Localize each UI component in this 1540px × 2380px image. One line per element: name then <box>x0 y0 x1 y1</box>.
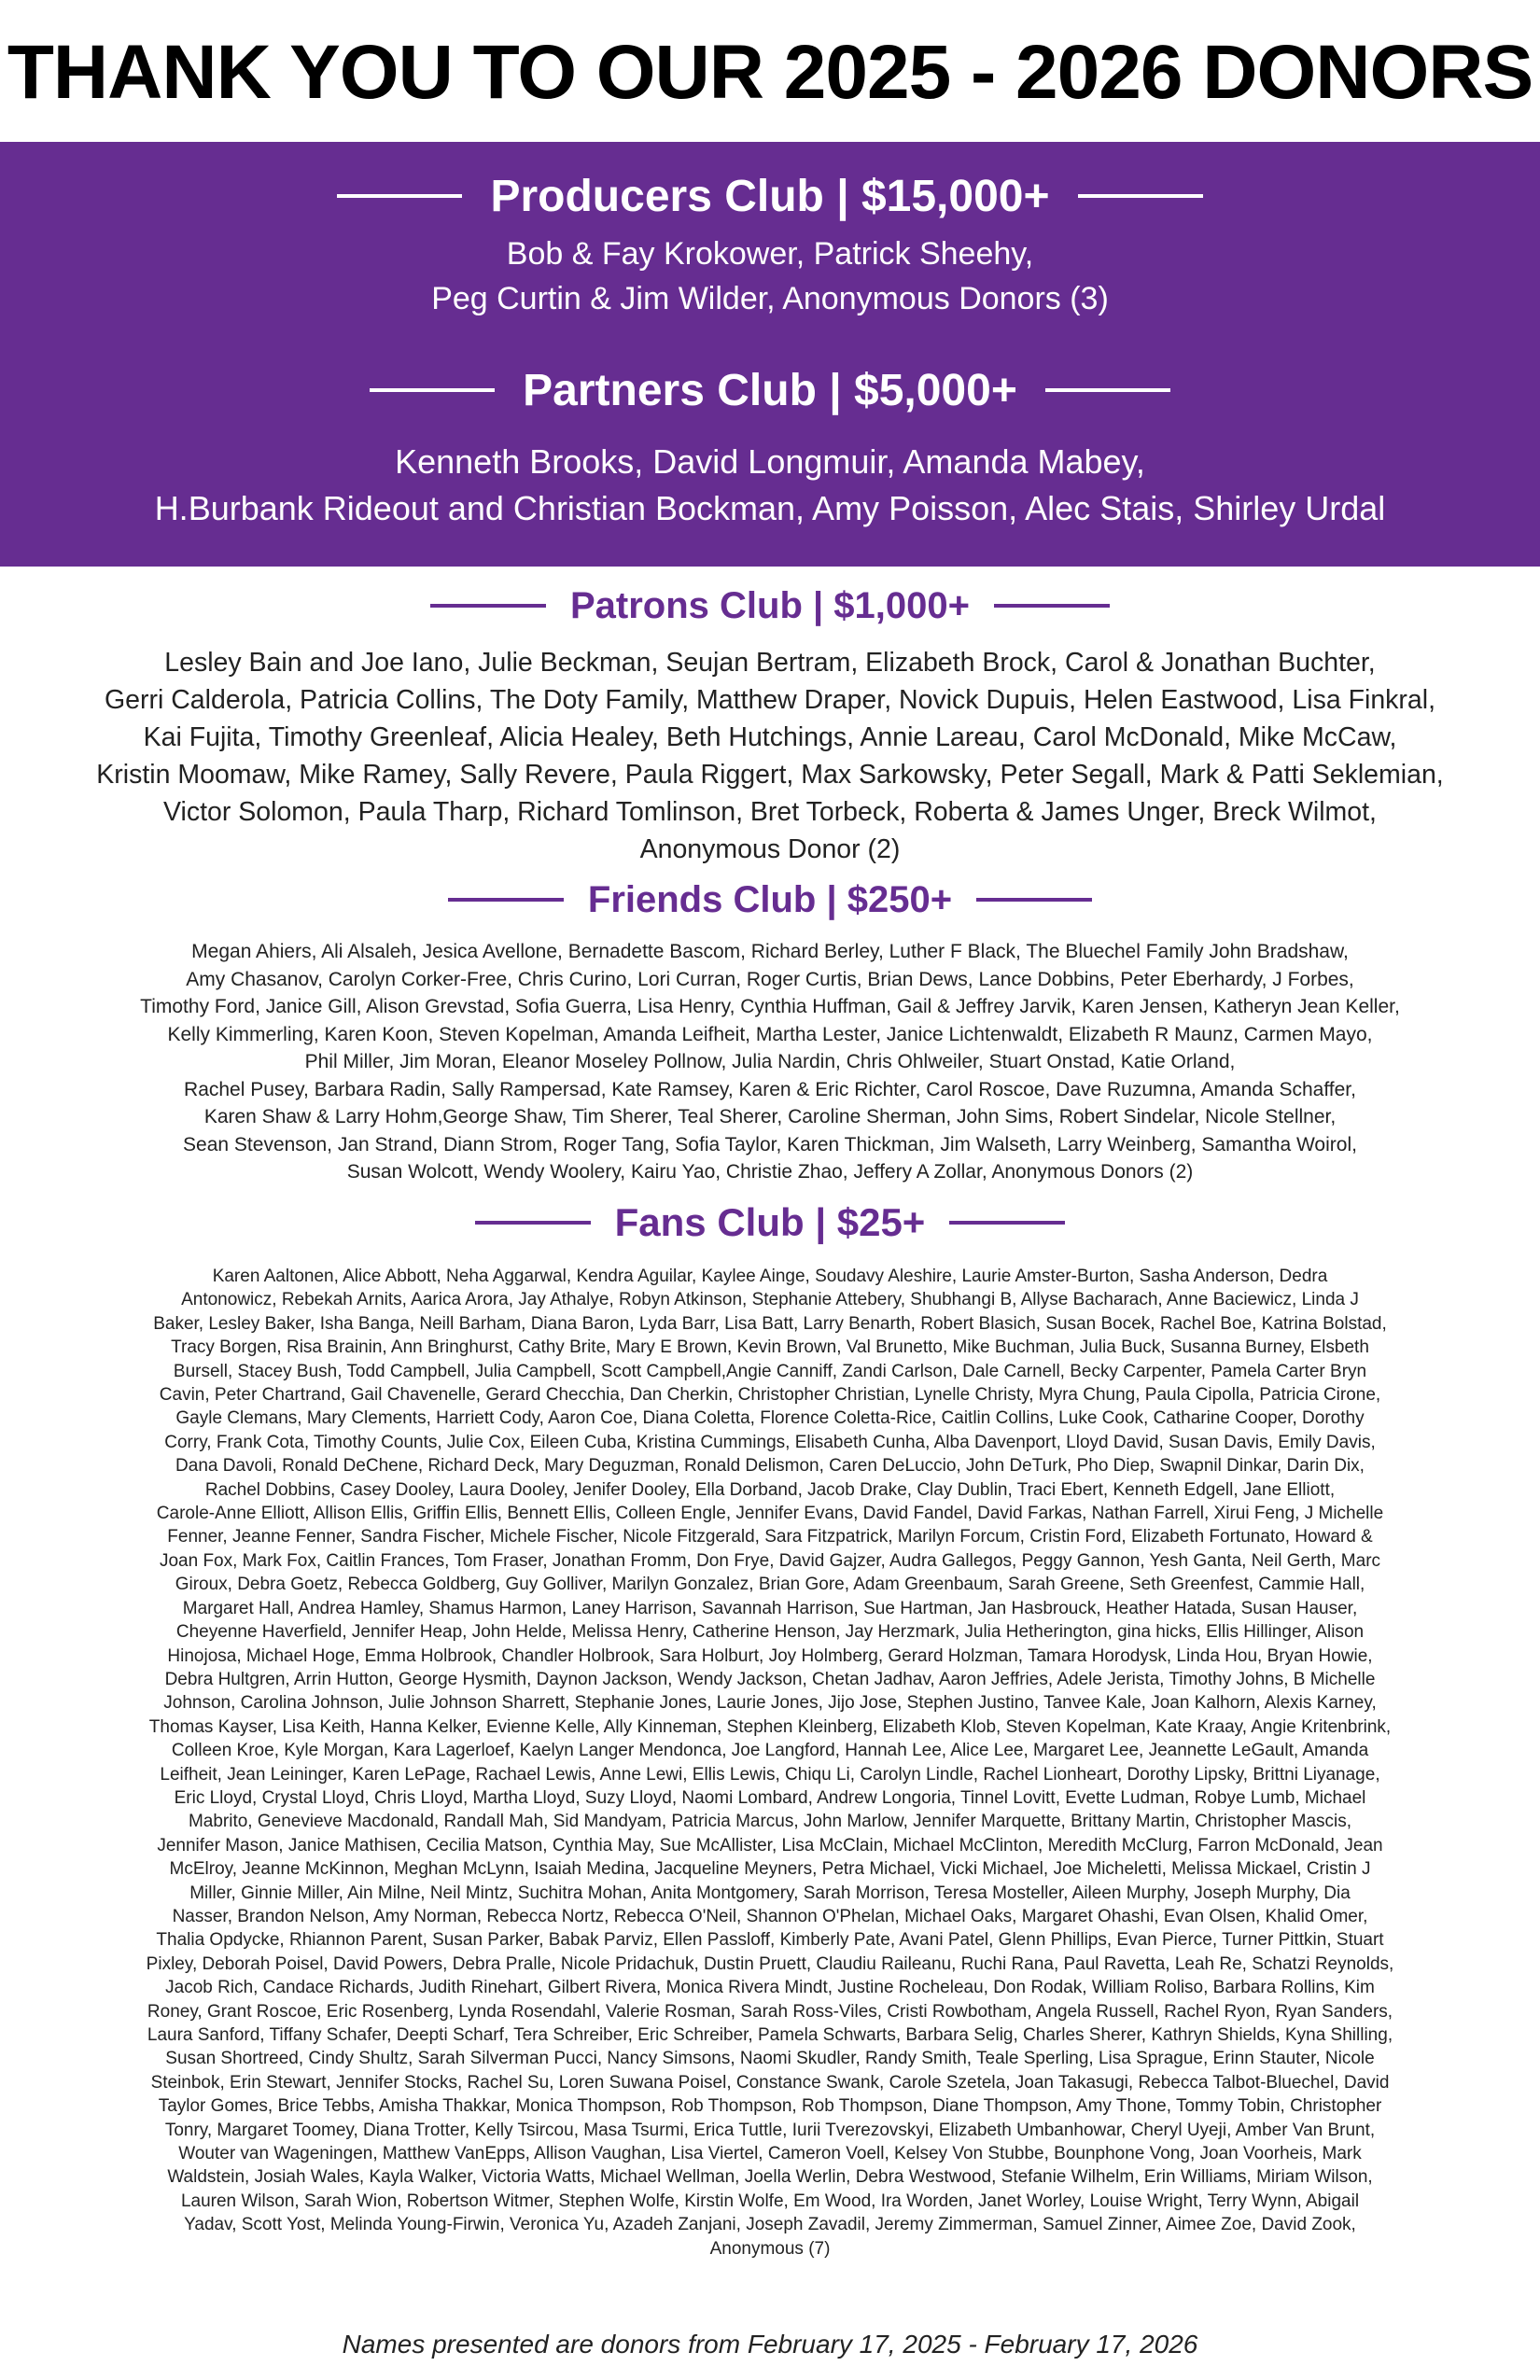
donor-line: Lauren Wilson, Sarah Wion, Robertson Witmer, Stephen Wolfe, Kirstin Wolfe, Em Wood, Ira Worden, Janet Worley, Louise Wright, Terry Wynn, Abigail <box>180 2191 1360 2211</box>
donor-line: Susan Wolcott, Wendy Woolery, Kairu Yao, Christie Zhao, Jeffery A Zollar, Anonymous Donors (2) <box>346 1161 1194 1183</box>
donor-line: Thomas Kayser, Lisa Keith, Hanna Kelker, Evienne Kelle, Ally Kinneman, Stephen Kleinberg, Elizabeth Klob, Steven Kopelman, Kate Kraay, Angie Kritenbrink, <box>148 1716 1392 1737</box>
donor-line: Corry, Frank Cota, Timothy Counts, Julie Cox, Eileen Cuba, Kristina Cummings, Elisabeth Cunha, Alba Davenport, Lloyd David, Susan Davis, Emily Davis, <box>164 1432 1376 1452</box>
donor-line: Kenneth Brooks, David Longmuir, Amanda Mabey, <box>395 442 1145 481</box>
heading-rule-left <box>475 1221 591 1225</box>
donor-line: Anonymous (7) <box>709 2238 831 2259</box>
donor-line: Waldstein, Josiah Wales, Kayla Walker, Victoria Watts, Michael Wellman, Joella Werlin, Debra Westwood, Stefanie Wilhelm, Erin Williams, Miriam Wilson, <box>167 2167 1373 2188</box>
heading-rule-right <box>976 898 1092 902</box>
donor-line: Susan Shortreed, Cindy Shultz, Sarah Silverman Pucci, Nancy Simsons, Naomi Skudler, Randy Smith, Teale Sperling, Lisa Sprague, Erinn Stauter, Nicole <box>165 2049 1375 2069</box>
donor-line: Giroux, Debra Goetz, Rebecca Goldberg, Guy Golliver, Marilyn Gonzalez, Brian Gore, Adam Greenbaum, Sarah Greene, Seth Greenfest, Cammie Hall, <box>175 1575 1365 1595</box>
donor-line: Antonowicz, Rebekah Arnits, Aarica Arora, Jay Athalye, Robyn Atkinson, Stephanie Attebery, Shubhangi B, Allyse Bacharach, Anne Baciewicz, Linda J <box>181 1290 1359 1310</box>
donor-line: Karen Aaltonen, Alice Abbott, Neha Aggarwal, Kendra Aguilar, Kaylee Ainge, Soudavy Aleshire, Laurie Amster-Burton, Sasha Anderson, Dedra <box>212 1267 1328 1286</box>
donor-line: Anonymous Donor (2) <box>639 834 901 864</box>
heading-rule-right <box>1078 194 1203 198</box>
donor-line: Pixley, Deborah Poisel, David Powers, Debra Pralle, Nicole Pridachuk, Dustin Pruett, Claudiu Raileanu, Ruchi Rana, Paul Ravetta, Leah Re, Schatzi Reynolds, <box>146 1953 1394 1974</box>
donor-line: Laura Sanford, Tiffany Schafer, Deepti Scharf, Tera Schreiber, Eric Schreiber, Pamela Schwarts, Barbara Selig, Charles Sherer, Kathryn Shields, Kyna Shilling, <box>147 2025 1393 2045</box>
patrons-club-title: Patrons Club | $1,000+ <box>569 584 971 626</box>
donor-line: Roney, Grant Roscoe, Eric Rosenberg, Lynda Rosendahl, Valerie Rosman, Sarah Ross-Viles, Cristi Rowbotham, Angela Russell, Rachel Ryon, Ryan Sanders, <box>147 2001 1393 2022</box>
heading-rule-right <box>994 604 1110 608</box>
heading-rule-right <box>1045 388 1170 392</box>
donor-line: Colleen Kroe, Kyle Morgan, Kara Lagerloef, Kaelyn Langer Mendonca, Joe Langford, Hannah Lee, Alice Lee, Margaret Lee, Jeannette LeGault, Amanda <box>171 1741 1369 1761</box>
heading-rule-left <box>370 388 495 392</box>
donor-line: Mabrito, Genevieve Macdonald, Randall Mah, Sid Mandyam, Patricia Marcus, John Marlow, Jennifer Marquette, Brittany Martin, Christopher Mascis, <box>188 1812 1352 1832</box>
producers-club-title: Producers Club | $15,000+ <box>490 171 1050 221</box>
donor-line: Tonry, Margaret Toomey, Diana Trotter, Kelly Tsircou, Masa Tsurmi, Erica Tuttle, Iurii Tverezovskyi, Elizabeth Umbanhowar, Cheryl Uyeji, Amber Van Brunt, <box>164 2120 1376 2140</box>
donor-line: Cavin, Peter Chartrand, Gail Chavenelle, Gerard Checchia, Dan Cherkin, Christopher Christian, Lynelle Christy, Myra Chung, Paula Cipolla, Patricia Cirone, <box>159 1385 1381 1406</box>
donor-line: Wouter van Wageningen, Matthew VanEpps, Allison Vaughan, Lisa Viertel, Cameron Voell, Kelsey Von Stubbe, Bounphone Vong, Joan Voorheis, Mark <box>178 2144 1362 2164</box>
partners-club-title: Partners Club | $5,000+ <box>523 365 1017 415</box>
heading-rule-left <box>448 898 564 902</box>
fans-club-heading <box>0 1197 1540 1249</box>
donor-line: Leifheit, Jean Leininger, Karen LePage, Rachael Lewis, Anne Lewi, Ellis Lewis, Chiqu Li, Carolyn Lindle, Rachel Lionheart, Dorothy Lipsky, Brittni Liyanage, <box>160 1764 1380 1785</box>
donor-line: Sean Stevenson, Jan Strand, Diann Strom, Roger Tang, Sofia Taylor, Karen Thickman, Jim Walseth, Larry Weinberg, Samantha Woirol, <box>183 1133 1357 1155</box>
heading-rule-left <box>430 604 546 608</box>
donor-line: Steinbok, Erin Stewart, Jennifer Stocks, Rachel Su, Loren Suwana Poisel, Constance Swank, Carole Szetela, Joan Takasugi, Rebecca Talbot-Bluechel, David <box>150 2072 1390 2093</box>
donor-line: Miller, Ginnie Miller, Ain Milne, Neil Mintz, Suchitra Mohan, Anita Montgomery, Sarah Morrison, Teresa Mosteller, Aileen Murphy, Joseph Murphy, Dia <box>189 1883 1351 1903</box>
donor-line: Rachel Pusey, Barbara Radin, Sally Rampersad, Kate Ramsey, Karen & Eric Richter, Carol Roscoe, Dave Ruzumna, Amanda Schaffer, <box>184 1078 1356 1100</box>
donor-line: Gayle Clemans, Mary Clements, Harriett Cody, Aaron Coe, Diana Coletta, Florence Coletta-Rice, Caitlin Collins, Luke Cook, Catharine Cooper, Dorothy <box>175 1408 1365 1429</box>
producers-club-names <box>0 231 1540 321</box>
donor-line: Bob & Fay Krokower, Patrick Sheehy, <box>506 236 1034 272</box>
donor-line: Tracy Borgen, Risa Brainin, Ann Bringhurst, Cathy Brite, Mary E Brown, Kevin Brown, Val Brunetto, Mike Buchman, Julia Buck, Susanna Burney, Elsbeth <box>171 1337 1369 1358</box>
patrons-club-names <box>0 644 1540 868</box>
donor-line: Timothy Ford, Janice Gill, Alison Grevstad, Sofia Guerra, Lisa Henry, Cynthia Huffman, Gail & Jeffrey Jarvik, Karen Jensen, Katheryn Jean Keller, <box>140 996 1400 1017</box>
donor-line: Bursell, Stacey Bush, Todd Campbell, Julia Campbell, Scott Campbell,Angie Canniff, Zandi Carlson, Dale Carnell, Becky Carpenter, Pamela Carter Bryn <box>173 1361 1367 1381</box>
friends-club-names <box>0 938 1540 1186</box>
donor-line: McElroy, Jeanne McKinnon, Meghan McLynn, Isaiah Medina, Jacqueline Meyners, Petra Michael, Vicki Michael, Joe Micheletti, Melissa Mickael, Cristin J <box>169 1859 1371 1880</box>
donor-line: Gerri Calderola, Patricia Collins, The Doty Family, Matthew Draper, Novick Dupuis, Helen Eastwood, Lisa Finkral, <box>104 685 1436 715</box>
donor-line: Nasser, Brandon Nelson, Amy Norman, Rebecca Nortz, Rebecca O'Neil, Shannon O'Phelan, Michael Oaks, Margaret Ohashi, Evan Olsen, Khalid Omer, <box>172 1906 1368 1926</box>
donor-line: Thalia Opdycke, Rhiannon Parent, Susan Parker, Babak Parviz, Ellen Passloff, Kimberly Pate, Avani Patel, Glenn Phillips, Evan Pierce, Turner Pittkin, Stuart <box>156 1930 1384 1951</box>
donor-line: Kelly Kimmerling, Karen Koon, Steven Kopelman, Amanda Leifheit, Martha Lester, Janice Lichtenwaldt, Elizabeth R Maunz, Carmen Mayo, <box>167 1023 1373 1045</box>
fans-club-names <box>0 1265 1540 2261</box>
friends-club-heading <box>0 875 1540 925</box>
heading-rule-right <box>949 1221 1065 1225</box>
fans-club-title: Fans Club | $25+ <box>614 1200 926 1244</box>
donor-line: Cheyenne Haverfield, Jennifer Heap, John Helde, Melissa Henry, Catherine Henson, Jay Herzmark, Julia Hetherington, gina hicks, Ellis Hillinger, Alison <box>175 1622 1365 1643</box>
donor-line: Amy Chasanov, Carolyn Corker-Free, Chris Curino, Lori Curran, Roger Curtis, Brian Dews, Lance Dobbins, Peter Eberhardy, J Forbes, <box>186 968 1354 990</box>
donor-line: Peg Curtin & Jim Wilder, Anonymous Donors (3) <box>431 281 1109 316</box>
donor-line: Jacob Rich, Candace Richards, Judith Rinehart, Gilbert Rivera, Monica Rivera Mindt, Justine Rocheleau, Don Rodak, William Roliso, Barbara Rollins, Kim <box>165 1978 1375 1998</box>
donor-line: Margaret Hall, Andrea Hamley, Shamus Harmon, Laney Harrison, Savannah Harrison, Sue Hartman, Jan Hasbrouck, Heather Hatada, Susan Hauser, <box>182 1598 1358 1618</box>
page-title: THANK YOU TO OUR 2025 - 2026 DONORS <box>7 30 1533 115</box>
donor-line: Fenner, Jeanne Fenner, Sandra Fischer, Michele Fischer, Nicole Fitzgerald, Sara Fitzpatrick, Marilyn Forcum, Cristin Ford, Elizabeth Fortunato, Howard & <box>167 1527 1373 1547</box>
donor-line: Eric Lloyd, Crystal Lloyd, Chris Lloyd, Martha Lloyd, Suzy Lloyd, Naomi Lombard, Andrew Longoria, Tinnel Lovitt, Evette Ludman, Robye Lumb, Michael <box>174 1787 1366 1808</box>
donor-line: Baker, Lesley Baker, Isha Banga, Neill Barham, Diana Baron, Lyda Barr, Lisa Batt, Larry Benarth, Robert Blasich, Susan Bocek, Rachel Boe, Katrina Bolstad, <box>153 1313 1387 1334</box>
donor-line: Kristin Moomaw, Mike Ramey, Sally Revere, Paula Riggert, Max Sarkowsky, Peter Segall, Mark & Patti Seklemian, <box>96 760 1444 790</box>
partners-club-names <box>0 439 1540 532</box>
donor-line: Phil Miller, Jim Moran, Eleanor Moseley Pollnow, Julia Nardin, Chris Ohlweiler, Stuart Onstad, Katie Orland, <box>304 1051 1236 1072</box>
friends-club-title: Friends Club | $250+ <box>587 878 953 920</box>
donor-line: Megan Ahiers, Ali Alsaleh, Jesica Avellone, Bernadette Bascom, Richard Berley, Luther F Black, The Bluechel Family John Bradshaw, <box>191 941 1349 962</box>
donor-line: Carole-Anne Elliott, Allison Ellis, Griffin Ellis, Bennett Ellis, Colleen Engle, Jennifer Evans, David Fandel, David Farkas, Nathan Farrell, Xirui Feng, J Michelle <box>156 1504 1384 1524</box>
partners-club-heading <box>0 362 1540 418</box>
donor-line: Lesley Bain and Joe Iano, Julie Beckman, Seujan Bertram, Elizabeth Brock, Carol & Jonathan Buchter, <box>164 648 1376 678</box>
donor-line: Kai Fujita, Timothy Greenleaf, Alicia Healey, Beth Hutchings, Annie Lareau, Carol McDonald, Mike McCaw, <box>143 722 1397 752</box>
donor-line: Jennifer Mason, Janice Mathisen, Cecilia Matson, Cynthia May, Sue McAllister, Lisa McClain, Michael McClinton, Meredith McClurg, Farron McDonald, Jean <box>157 1835 1383 1855</box>
donor-line: Yadav, Scott Yost, Melinda Young-Firwin, Veronica Yu, Azadeh Zanjani, Joseph Zavadil, Jeremy Zimmerman, Samuel Zinner, Aimee Zoe, David Zook, <box>184 2215 1356 2235</box>
donor-line: H.Burbank Rideout and Christian Bockman, Amy Poisson, Alec Stais, Shirley Urdal <box>154 489 1386 527</box>
date-range-note: Names presented are donors from February 17, 2025 - February 17, 2026 <box>342 2330 1198 2359</box>
producers-club-heading <box>0 168 1540 224</box>
donor-line: Johnson, Carolina Johnson, Julie Johnson Sharrett, Stephanie Jones, Laurie Jones, Jijo Jose, Stephen Justino, Tanvee Kale, Joan Kalhorn, Alexis Karney, <box>163 1693 1377 1714</box>
donor-line: Karen Shaw & Larry Hohm,George Shaw, Tim Sherer, Teal Sherer, Caroline Sherman, John Sims, Robert Sindelar, Nicole Stellner, <box>203 1106 1337 1127</box>
donor-line: Joan Fox, Mark Fox, Caitlin Frances, Tom Fraser, Jonathan Fromm, Don Frye, David Gajzer, Audra Gallegos, Peggy Gannon, Yesh Ganta, Neil Gerth, Marc <box>159 1550 1381 1571</box>
donor-line: Rachel Dobbins, Casey Dooley, Laura Dooley, Jenifer Dooley, Ella Dorband, Jacob Drake, Clay Dublin, Traci Ebert, Kenneth Edgell, Jane Elliott, <box>204 1479 1336 1500</box>
donor-line: Dana Davoli, Ronald DeChene, Richard Deck, Mary Deguzman, Ronald Delismon, Caren DeLuccio, John DeTurk, Pho Diep, Swapnil Dinkar, Darin Dix, <box>175 1456 1365 1477</box>
patrons-club-heading <box>0 581 1540 631</box>
donor-line: Debra Hultgren, Arrin Hutton, George Hysmith, Daynon Jackson, Wendy Jackson, Chetan Jadhav, Aaron Jeffries, Adele Jerista, Timothy Johns, B Michelle <box>164 1669 1376 1689</box>
donor-line: Victor Solomon, Paula Tharp, Richard Tomlinson, Bret Torbeck, Roberta & James Unger, Breck Wilmot, <box>163 797 1377 827</box>
donor-line: Taylor Gomes, Brice Tebbs, Amisha Thakkar, Monica Thompson, Rob Thompson, Rob Thompson, Diane Thompson, Amy Thone, Tommy Tobin, Christopher <box>158 2096 1382 2117</box>
donor-line: Hinojosa, Michael Hoge, Emma Holbrook, Chandler Holbrook, Sara Holburt, Joy Holmberg, Gerard Holzman, Tamara Horodysk, Linda Hou, Bryan Howie, <box>167 1645 1373 1666</box>
heading-rule-left <box>337 194 462 198</box>
